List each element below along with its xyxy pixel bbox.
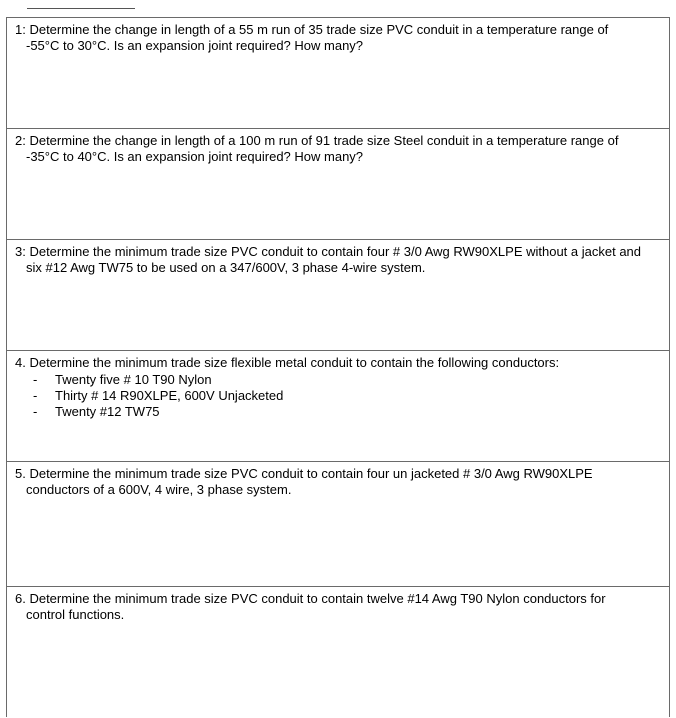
- dash-bullet-icon: -: [33, 388, 38, 403]
- list-item: [15, 388, 663, 404]
- header-underline: [27, 8, 135, 9]
- question-2-line-2: -35°C to 40°C. Is an expansion joint required? How many?: [26, 149, 364, 164]
- question-5-cell: [7, 462, 669, 587]
- question-5-line-1: 5. Determine the minimum trade size PVC conduit to contain four un jacketed # 3/0 Awg RW90XLPE: [15, 466, 593, 481]
- dash-bullet-icon: -: [33, 404, 38, 419]
- question-1-cell: [7, 18, 669, 129]
- question-2-cell: [7, 129, 669, 240]
- question-3-text: [15, 244, 663, 276]
- question-6-cell: [7, 587, 669, 718]
- question-1-line-2: -55°C to 30°C. Is an expansion joint required? How many?: [26, 38, 364, 53]
- question-6-line-2: control functions.: [26, 607, 125, 622]
- question-4-line-1: 4. Determine the minimum trade size flexible metal conduit to contain the following conductors:: [15, 355, 560, 370]
- list-item-label: Twenty five # 10 T90 Nylon: [55, 372, 212, 387]
- question-4-text: [15, 355, 663, 371]
- question-6-line-1: 6. Determine the minimum trade size PVC conduit to contain twelve #14 Awg T90 Nylon conductors for: [15, 591, 606, 606]
- question-2-line-1: 2: Determine the change in length of a 100 m run of 91 trade size Steel conduit in a temperature range of: [15, 133, 619, 148]
- list-item-label: Thirty # 14 R90XLPE, 600V Unjacketed: [55, 388, 284, 403]
- list-item: [15, 372, 663, 388]
- question-1-text: [15, 22, 663, 54]
- question-4-conductor-list: [15, 372, 663, 420]
- list-item: [15, 404, 663, 420]
- question-5-text: [15, 466, 663, 498]
- question-2-text: [15, 133, 663, 165]
- question-3-cell: [7, 240, 669, 351]
- worksheet-table: [6, 17, 670, 717]
- dash-bullet-icon: -: [33, 372, 38, 387]
- question-6-text: [15, 591, 663, 623]
- question-3-line-1: 3: Determine the minimum trade size PVC conduit to contain four # 3/0 Awg RW90XLPE without a jacket and: [15, 244, 642, 259]
- list-item-label: Twenty #12 TW75: [55, 404, 160, 419]
- question-3-line-2: six #12 Awg TW75 to be used on a 347/600V, 3 phase 4-wire system.: [26, 260, 426, 275]
- question-4-cell: [7, 351, 669, 462]
- question-5-line-2: conductors of a 600V, 4 wire, 3 phase system.: [26, 482, 292, 497]
- question-1-line-1: 1: Determine the change in length of a 55 m run of 35 trade size PVC conduit in a temperature range of: [15, 22, 609, 37]
